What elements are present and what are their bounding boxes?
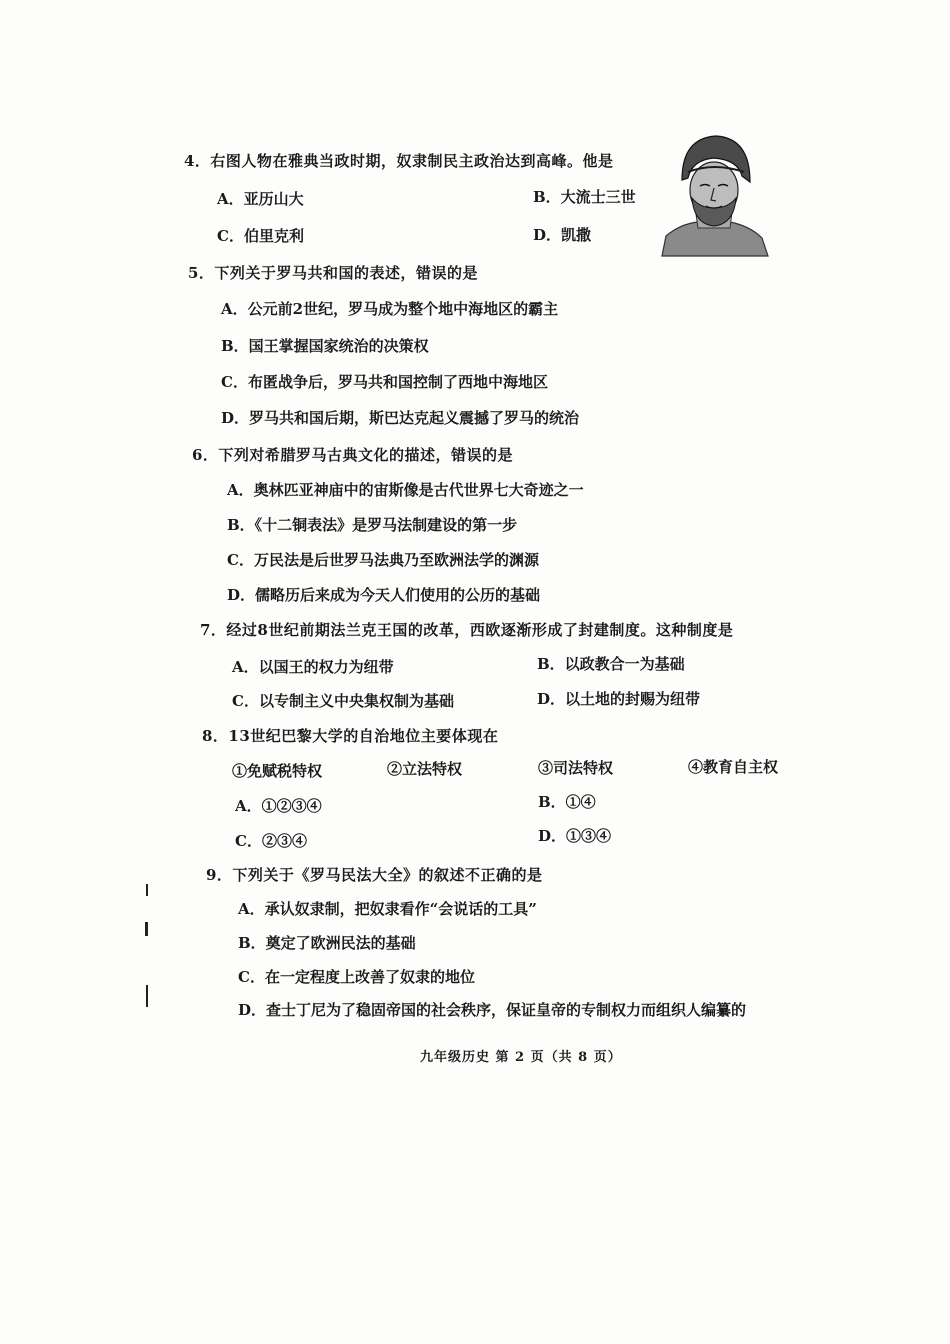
question-6-option-d: D．儒略历后来成为今天人们使用的公历的基础: [227, 586, 541, 604]
question-5-option-a: A．公元前2世纪，罗马成为整个地中海地区的霸主: [221, 300, 559, 318]
question-9-option-a: A．承认奴隶制，把奴隶看作“会说话的工具”: [238, 900, 537, 918]
question-4-option-b: B．大流士三世: [533, 188, 636, 206]
question-5-option-b: B．国王掌握国家统治的决策权: [221, 337, 429, 355]
question-5-option-d: D．罗马共和国后期，斯巴达克起义震撼了罗马的统治: [221, 409, 580, 427]
question-4-option-d: D．凯撒: [533, 226, 592, 244]
question-8-stem: 8．13世纪巴黎大学的自治地位主要体现在: [202, 727, 499, 745]
question-8-option-b: B．①④: [538, 793, 596, 811]
question-9-option-b: B．奠定了欧洲民法的基础: [238, 934, 416, 952]
question-7-stem: 7．经过8世纪前期法兰克王国的改革，西欧逐渐形成了封建制度。这种制度是: [200, 621, 734, 639]
scan-artifact: [146, 985, 148, 1007]
question-6-option-c: C．万民法是后世罗马法典乃至欧洲法学的渊源: [227, 551, 539, 569]
question-7-option-a: A．以国王的权力为纽带: [232, 658, 394, 676]
pericles-bust-icon: [658, 132, 770, 258]
question-9-option-d: D．查士丁尼为了稳固帝国的社会秩序，保证皇帝的专制权力而组织人编纂的: [238, 1001, 747, 1019]
question-8-item-2: ②立法特权: [387, 760, 463, 778]
question-5-option-c: C．布匿战争后，罗马共和国控制了西地中海地区: [221, 373, 548, 391]
question-5-stem: 5．下列关于罗马共和国的表述，错误的是: [188, 264, 478, 282]
question-6-stem: 6．下列对希腊罗马古典文化的描述，错误的是: [192, 446, 513, 464]
question-8-item-4: ④教育自主权: [688, 758, 779, 776]
question-6-option-b: B．《十二铜表法》是罗马法制建设的第一步: [227, 516, 518, 534]
question-7-option-d: D．以土地的封赐为纽带: [537, 690, 701, 708]
question-4-option-a: A．亚历山大: [217, 190, 304, 208]
question-7-option-c: C．以专制主义中央集权制为基础: [232, 692, 454, 710]
page-footer: 九年级历史 第 2 页（共 8 页）: [420, 1050, 622, 1065]
scan-artifact: [146, 884, 148, 896]
question-8-option-a: A．①②③④: [235, 797, 322, 815]
question-7-option-b: B．以政教合一为基础: [537, 655, 685, 673]
question-4-stem: 4．右图人物在雅典当政时期，奴隶制民主政治达到高峰。他是: [184, 152, 614, 170]
question-6-option-a: A．奥林匹亚神庙中的宙斯像是古代世界七大奇迹之一: [227, 481, 584, 499]
question-8-option-d: D．①③④: [538, 827, 612, 845]
question-4-option-c: C．伯里克利: [217, 227, 304, 245]
question-9-option-c: C．在一定程度上改善了奴隶的地位: [238, 968, 475, 986]
question-8-item-1: ①免赋税特权: [232, 762, 323, 780]
question-8-item-3: ③司法特权: [538, 759, 614, 777]
scan-artifact: [145, 922, 148, 936]
question-9-stem: 9．下列关于《罗马民法大全》的叙述不正确的是: [206, 866, 543, 884]
question-8-option-c: C．②③④: [235, 832, 307, 850]
